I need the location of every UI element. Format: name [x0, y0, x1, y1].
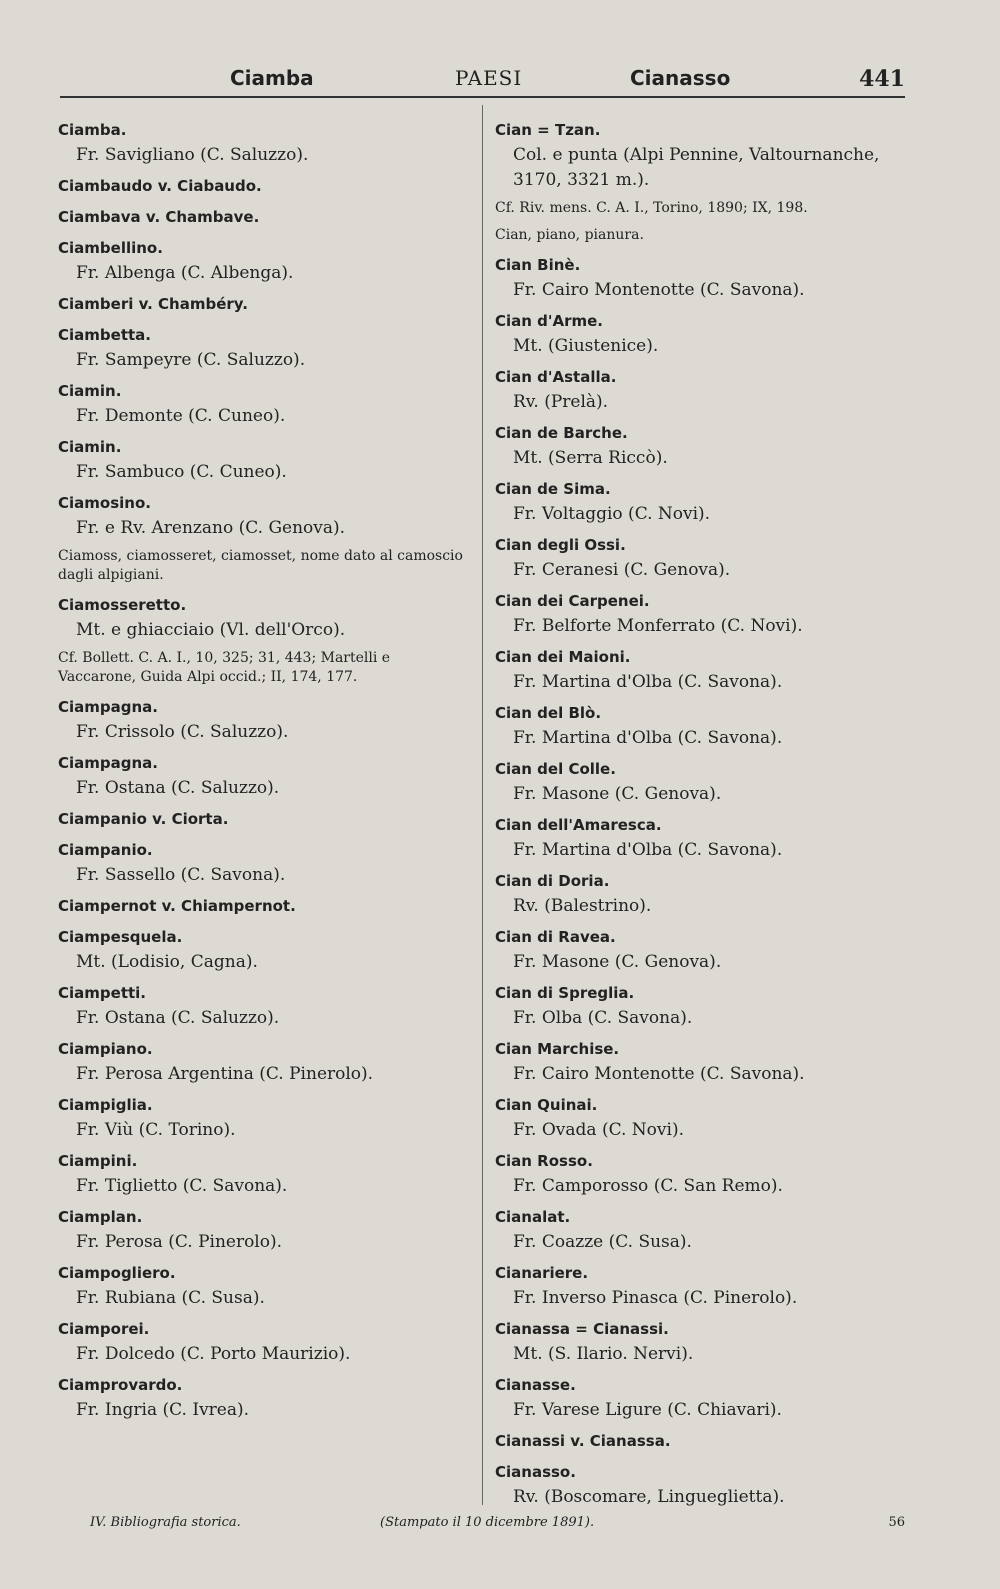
entry-head: Cian di Ravea. [495, 928, 616, 946]
right-column [495, 118, 905, 1516]
entry [495, 309, 905, 359]
entry-body: Fr. Crissolo (C. Saluzzo). [76, 722, 289, 742]
entry-note: Cf. Riv. mens. C. A. I., Torino, 1890; IX, 198. [495, 200, 808, 216]
entry-head: Cianasso. [495, 1463, 576, 1481]
entry-body: Fr. Viù (C. Torino). [76, 1120, 236, 1140]
entry-head: Ciamba. [58, 121, 127, 139]
entry-head: Cianariere. [495, 1264, 589, 1282]
entry-head: Cian de Barche. [495, 424, 628, 442]
entry-body: Fr. Sassello (C. Savona). [76, 865, 286, 885]
entry-body: Fr. Cairo Montenotte (C. Savona). [513, 280, 805, 300]
entry-body: Fr. Voltaggio (C. Novi). [513, 504, 711, 524]
entry [58, 205, 468, 230]
entry-body: Fr. Savigliano (C. Saluzzo). [76, 145, 309, 165]
entry-note: Ciamoss, ciamosseret, ciamosset, nome dato al camoscio dagli alpigiani. [58, 548, 463, 583]
entry-head: Cianassi v. Cianassa. [495, 1432, 671, 1450]
column-divider [482, 105, 483, 1505]
entry [495, 869, 905, 919]
footer-center: (Stampato il 10 dicembre 1891). [380, 1515, 595, 1530]
entry [58, 695, 468, 745]
entry-body: Fr. Cairo Montenotte (C. Savona). [513, 1064, 805, 1084]
entry [495, 981, 905, 1031]
entry-body: Fr. Varese Ligure (C. Chiavari). [513, 1400, 782, 1420]
entry-head: Cianassa = Cianassi. [495, 1320, 669, 1338]
entry-head: Ciambava v. Chambave. [58, 208, 260, 226]
entry-head: Cian de Sima. [495, 480, 611, 498]
entry-head: Ciampernot v. Chiampernot. [58, 897, 296, 915]
entry [495, 813, 905, 863]
entry [58, 1261, 468, 1311]
entry-body: Rv. (Boscomare, Lingueglietta). [513, 1487, 785, 1507]
entry [495, 925, 905, 975]
entry-head: Cian del Blò. [495, 704, 602, 722]
entry-body: Fr. Inverso Pinasca (C. Pinerolo). [513, 1288, 798, 1308]
entry [58, 435, 468, 485]
entry [58, 1037, 468, 1087]
entry-body: Fr. Ingria (C. Ivrea). [76, 1400, 250, 1420]
footer-right: 56 [888, 1515, 905, 1530]
entry [495, 1373, 905, 1423]
entry [495, 1317, 905, 1367]
entry-head: Ciamin. [58, 382, 122, 400]
entry-head: Ciambellino. [58, 239, 163, 257]
header-rule [60, 96, 905, 98]
entry-body: Fr. Ostana (C. Saluzzo). [76, 778, 280, 798]
entry [495, 1149, 905, 1199]
entry-body: Fr. Ceranesi (C. Genova). [513, 560, 731, 580]
entry-head: Ciamosino. [58, 494, 151, 512]
entry-head: Cian Binè. [495, 256, 581, 274]
entry [495, 1037, 905, 1087]
entry [58, 1373, 468, 1423]
entry-body: Fr. Camporosso (C. San Remo). [513, 1176, 783, 1196]
entry-head: Cian dei Carpenei. [495, 592, 650, 610]
entry [495, 365, 905, 415]
entry [58, 1149, 468, 1199]
entry [58, 547, 468, 585]
entry-body: Fr. Rubiana (C. Susa). [76, 1288, 265, 1308]
entry [495, 589, 905, 639]
entry [495, 1261, 905, 1311]
entry [58, 323, 468, 373]
entry [58, 981, 468, 1031]
entry-head: Ciampanio. [58, 841, 153, 859]
entry-body: Fr. Demonte (C. Cuneo). [76, 406, 286, 426]
entry-body: Fr. Belforte Monferrato (C. Novi). [513, 616, 803, 636]
entry [58, 925, 468, 975]
entry-body: Fr. Sambuco (C. Cuneo). [76, 462, 287, 482]
entry-head: Ciampiano. [58, 1040, 153, 1058]
entry-body: Fr. Masone (C. Genova). [513, 952, 722, 972]
entry [495, 757, 905, 807]
entry-body: Fr. Albenga (C. Albenga). [76, 263, 294, 283]
entry-head: Ciampini. [58, 1152, 138, 1170]
entry-body: Fr. Martina d'Olba (C. Savona). [513, 840, 783, 860]
entry-head: Ciampagna. [58, 754, 158, 772]
entry [495, 1460, 905, 1510]
entry-head: Cian di Doria. [495, 872, 610, 890]
entry [58, 174, 468, 199]
entry-body: Fr. e Rv. Arenzano (C. Genova). [76, 518, 346, 538]
entry-head: Ciamin. [58, 438, 122, 456]
entry-body: Fr. Tiglietto (C. Savona). [76, 1176, 288, 1196]
entry-head: Ciampanio v. Ciorta. [58, 810, 229, 828]
entry [58, 1317, 468, 1367]
entry-head: Cian Quinai. [495, 1096, 598, 1114]
entry [58, 236, 468, 286]
entry [495, 1093, 905, 1143]
entry-body: Fr. Coazze (C. Susa). [513, 1232, 692, 1252]
entry-head: Ciamplan. [58, 1208, 143, 1226]
entry-body: Mt. (Lodisio, Cagna). [76, 952, 258, 972]
entry-body: Fr. Perosa (C. Pinerolo). [76, 1232, 283, 1252]
entry-head: Cian degli Ossi. [495, 536, 626, 554]
entry [495, 533, 905, 583]
entry [58, 379, 468, 429]
entry-head: Cian = Tzan. [495, 121, 601, 139]
entry-body: Fr. Dolcedo (C. Porto Maurizio). [76, 1344, 351, 1364]
entry [58, 751, 468, 801]
entry-head: Cian d'Arme. [495, 312, 604, 330]
entry-body: Rv. (Prelà). [513, 392, 609, 412]
entry-head: Ciamporei. [58, 1320, 150, 1338]
entry-head: Ciampiglia. [58, 1096, 153, 1114]
entry-body: Fr. Ovada (C. Novi). [513, 1120, 684, 1140]
entry-head: Cian dell'Amaresca. [495, 816, 662, 834]
footer-left: IV. Bibliografia storica. [90, 1515, 241, 1530]
entry-head: Ciampetti. [58, 984, 146, 1002]
header-right-word: Cianasso [630, 66, 731, 90]
entry [495, 421, 905, 471]
entry-head: Ciambaudo v. Ciabaudo. [58, 177, 262, 195]
entry-note: Cian, piano, pianura. [495, 227, 644, 243]
entry-body: Fr. Sampeyre (C. Saluzzo). [76, 350, 306, 370]
entry [58, 292, 468, 317]
entry [495, 1429, 905, 1454]
header-section: PAESI [455, 66, 523, 90]
entry-body: Fr. Martina d'Olba (C. Savona). [513, 728, 783, 748]
page-header [60, 60, 905, 100]
entry-head: Ciampesquela. [58, 928, 183, 946]
entry-head: Ciamosseretto. [58, 596, 187, 614]
entry-body: Mt. (Giustenice). [513, 336, 659, 356]
entry-body: Fr. Ostana (C. Saluzzo). [76, 1008, 280, 1028]
entry-head: Ciampogliero. [58, 1264, 176, 1282]
entry-head: Ciamberi v. Chambéry. [58, 295, 248, 313]
entry-head: Cianalat. [495, 1208, 571, 1226]
entry [495, 199, 905, 218]
entry [58, 894, 468, 919]
entry [495, 645, 905, 695]
entry-head: Cian dei Maioni. [495, 648, 631, 666]
entry [495, 226, 905, 245]
entry-body: Rv. (Balestrino). [513, 896, 652, 916]
page-number: 441 [859, 66, 905, 92]
entry [495, 118, 905, 193]
entry-body: Fr. Martina d'Olba (C. Savona). [513, 672, 783, 692]
entry-body: Fr. Olba (C. Savona). [513, 1008, 693, 1028]
entry-head: Cian Rosso. [495, 1152, 593, 1170]
entry-body: Fr. Perosa Argentina (C. Pinerolo). [76, 1064, 374, 1084]
entry-head: Cian Marchise. [495, 1040, 620, 1058]
entry [495, 1205, 905, 1255]
entry [58, 1093, 468, 1143]
entry [58, 593, 468, 643]
entry-head: Ciamprovardo. [58, 1376, 183, 1394]
entry [495, 701, 905, 751]
entry-body: Mt. e ghiacciaio (Vl. dell'Orco). [76, 620, 346, 640]
entry [58, 491, 468, 541]
entry-body: Mt. (S. Ilario. Nervi). [513, 1344, 694, 1364]
entry-note: Cf. Bollett. C. A. I., 10, 325; 31, 443; Martelli e Vaccarone, Guida Alpi occid.; II, 174, 177. [58, 650, 391, 685]
entry [58, 118, 468, 168]
entry [495, 477, 905, 527]
left-column [58, 118, 468, 1429]
entry-head: Cian del Colle. [495, 760, 616, 778]
entry [58, 1205, 468, 1255]
entry [58, 649, 468, 687]
entry [495, 253, 905, 303]
entry-head: Cian d'Astalla. [495, 368, 617, 386]
entry-body: Mt. (Serra Riccò). [513, 448, 668, 468]
entry-body: Fr. Masone (C. Genova). [513, 784, 722, 804]
header-left-word: Ciamba [230, 66, 314, 90]
entry-head: Ciambetta. [58, 326, 151, 344]
entry-head: Ciampagna. [58, 698, 158, 716]
entry [58, 838, 468, 888]
entry-body: Col. e punta (Alpi Pennine, Valtournanche, 3170, 3321 m.). [513, 145, 880, 190]
entry-head: Cian di Spreglia. [495, 984, 635, 1002]
entry [58, 807, 468, 832]
entry-head: Cianasse. [495, 1376, 576, 1394]
